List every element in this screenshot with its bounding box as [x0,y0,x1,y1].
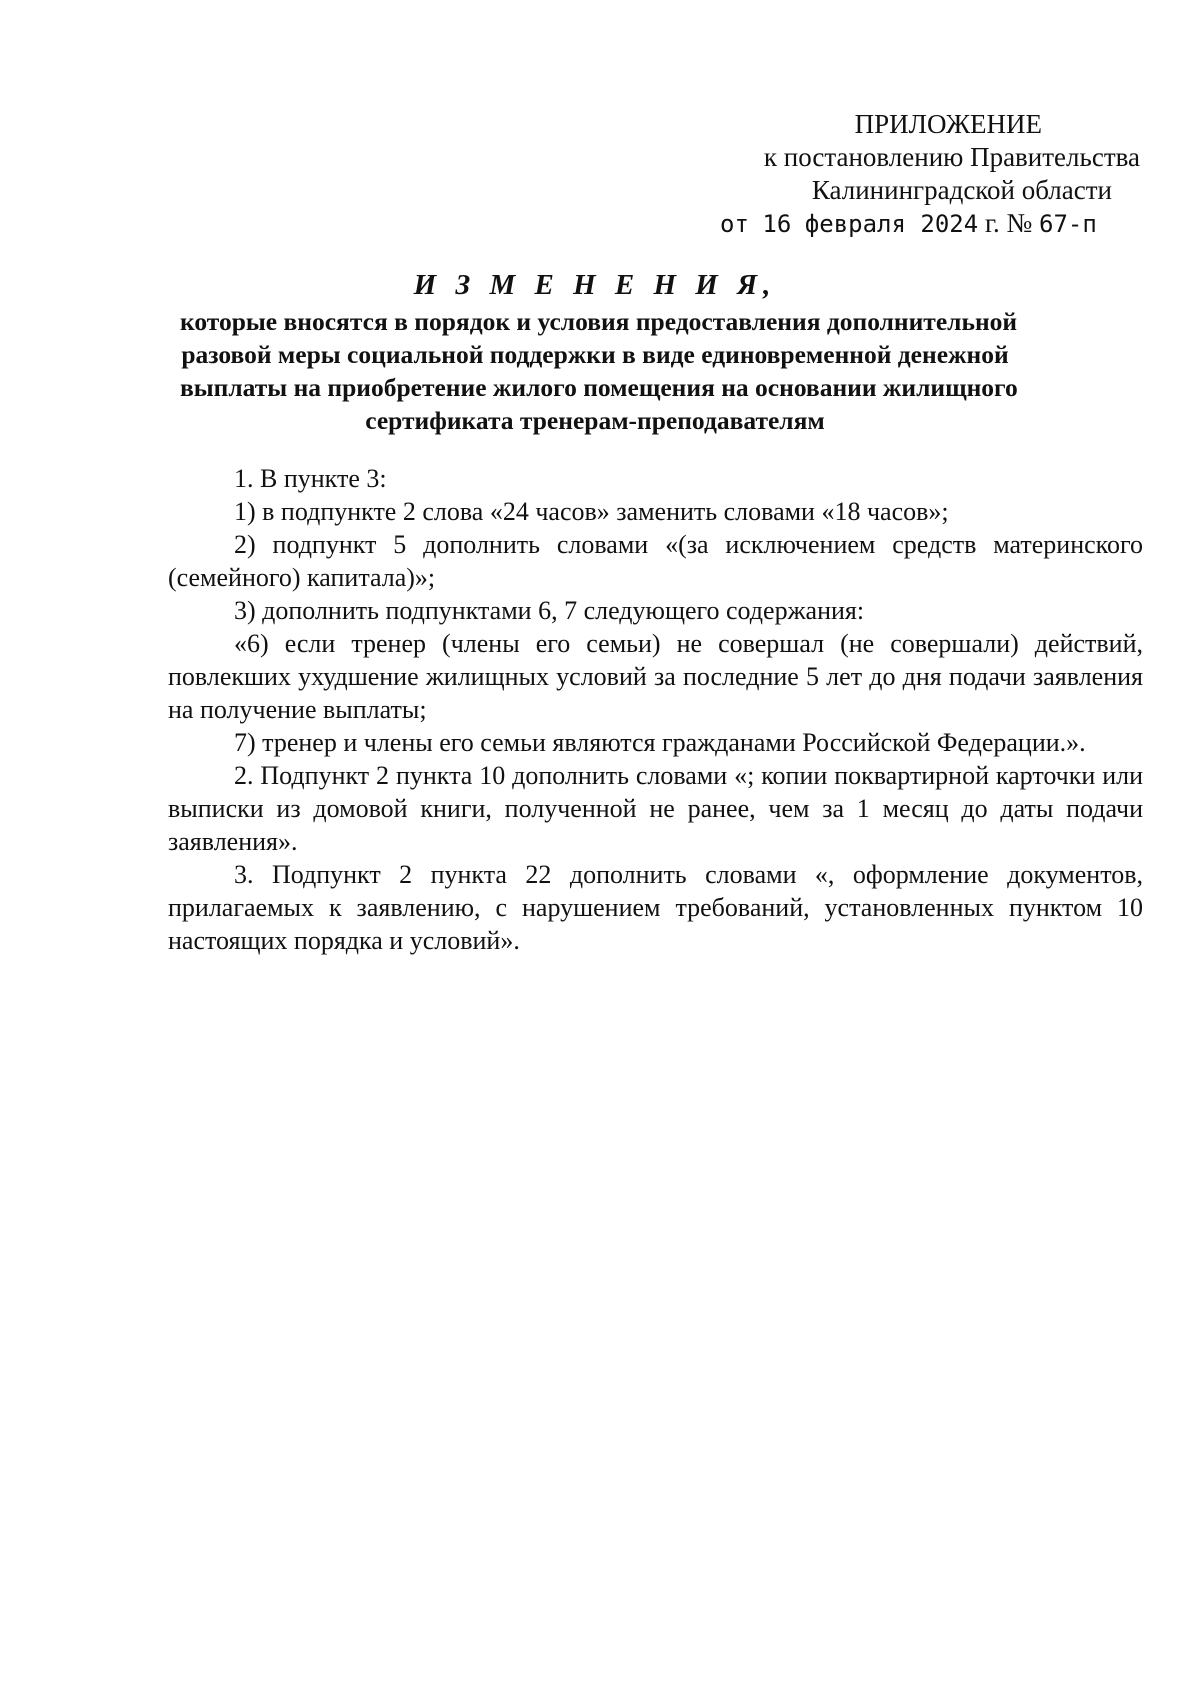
body-paragraph: 3) дополнить подпунктами 6, 7 следующего содержания: [234,596,865,625]
body-paragraph: 2) подпункт 5 дополнить словами «(за исключением средств материнского (семейного) капитала)»; [168,530,1143,592]
body-paragraph: 1) в подпункте 2 слова «24 часов» заменить словами «18 часов»; [234,497,949,526]
title-subtitle-line: которые вносятся в порядок и условия предоставления дополнительной [180,307,1018,336]
appendix-region-line: Калининградской области [811,175,1112,205]
date-day: 16 [762,210,792,238]
date-suffix: г. № [984,208,1033,238]
title-main: И З М Е Н Е Н И Я, [413,269,777,301]
appendix-block [720,108,1140,241]
body-paragraph: 7) тренер и члены его семьи являются гражданами Российской Федерации.». [234,728,1086,757]
appendix-date-line [720,207,1140,241]
date-month-year: февраля 2024 [804,210,979,238]
document-body [168,462,1143,957]
title-subtitle-line: выплаты на приобретение жилого помещения на основании жилищного [180,373,1018,402]
appendix-resolution-line: к постановлению Правительства [763,142,1140,172]
title-subtitle-line: сертификата тренерам-преподавателям [365,406,825,435]
body-paragraph: 1. В пункте 3: [234,464,387,493]
document-number: 67-п [1039,210,1097,238]
body-paragraph: 3. Подпункт 2 пункта 22 дополнить словами «, оформление документов, прилагаемых к заявлению, с нарушением требований, установленных пунктом 10 настоящих порядка и условий». [168,860,1143,955]
title-subtitle-line: разовой меры социальной поддержки в виде единовременной денежной [181,340,1009,369]
document-title [180,265,1018,437]
date-prefix: от [720,210,749,238]
body-paragraph: 2. Подпункт 2 пункта 10 дополнить словами «; копии поквартирной карточки или выписки из домовой книги, полученной не ранее, чем за 1 месяц до даты подачи заявления». [168,761,1143,856]
title-subtitle [180,305,1018,437]
body-paragraph: «6) если тренер (члены его семьи) не совершал (не совершали) действий, повлекших ухудшение жилищных условий за последние 5 лет до дня подачи заявления на получение выплаты; [168,629,1143,724]
appendix-heading: ПРИЛОЖЕНИЕ [854,109,1042,139]
